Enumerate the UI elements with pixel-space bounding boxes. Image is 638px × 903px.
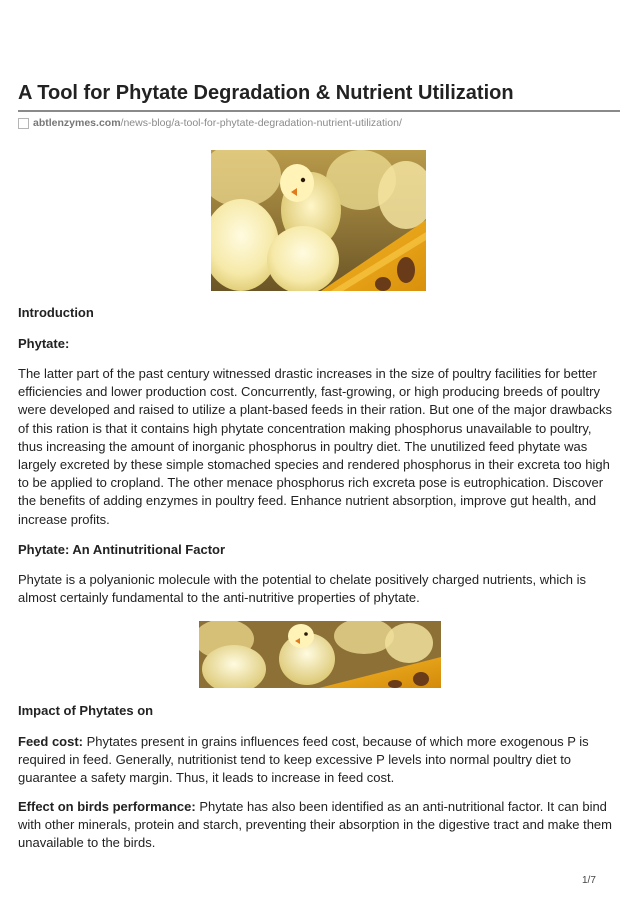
source-path: /news-blog/a-tool-for-phytate-degradation-nutrient-utilization/ <box>120 117 402 129</box>
source-domain: abtlenzymes.com <box>33 117 121 129</box>
birds-performance-paragraph <box>18 798 618 853</box>
favicon-icon <box>18 118 29 129</box>
chicks-banner-illustration <box>199 621 441 688</box>
introduction-heading: Introduction <box>18 305 94 320</box>
phytate-heading: Phytate: <box>18 336 70 351</box>
antinutritional-heading: Phytate: An Antinutritional Factor <box>18 542 226 557</box>
chicks-photo <box>211 150 426 291</box>
page-number: 1/7 <box>582 875 596 886</box>
feed-cost-text: Phytates present in grains influences feed cost, because of which more exogenous P is required in feed. Generally, nutritionist tend to keep excessive P levels into normal poultry diet to guarantee a safety margin. Thus, it leads to increase in feed cost. <box>18 734 589 786</box>
chicks-photo-illustration <box>211 150 426 291</box>
chicks-banner-photo <box>199 621 441 688</box>
antinutritional-paragraph: Phytate is a polyanionic molecule with the potential to chelate positively charged nutrients, which is almost certainly fundamental to the anti-nutritive properties of phytate. <box>18 572 586 606</box>
feed-cost-paragraph <box>18 733 618 788</box>
title-divider <box>18 110 620 112</box>
birds-performance-text: Phytate has also been identified as an anti-nutritional factor. It can bind with other minerals, protein and starch, preventing their absorption in the digestive tract and make them unavailable to the birds. <box>18 799 612 851</box>
birds-performance-label: Effect on birds performance: <box>18 799 196 814</box>
page-title: A Tool for Phytate Degradation & Nutrient Utilization <box>18 82 514 104</box>
phytate-paragraph: The latter part of the past century witnessed drastic increases in the size of poultry facilities for better efficiencies and lower production cost. Concurrently, fast-growing, or high producing breeds of poultry were developed and raised to utilize a plant-based feeds in their ration. But one of the major drawbacks of this ration is that it contains high phytate concentration making phosphorus unavailable to poultry, thus increasing the amount of inorganic phosphorus in poultry diet. The unutilized feed phytate was largely excreted by these simple stomached species and rendered phosphorus in their excreta too high to be applied to cropland. The other menace phosphorus rich excreta pose is eutrophication. Discover the benefits of adding enzymes in poultry feed. Enhance nutrient absorption, improve gut health, and increase profits. <box>18 366 613 527</box>
impact-heading: Impact of Phytates on <box>18 703 154 718</box>
feed-cost-label: Feed cost: <box>18 734 84 749</box>
source-url[interactable] <box>18 115 402 131</box>
